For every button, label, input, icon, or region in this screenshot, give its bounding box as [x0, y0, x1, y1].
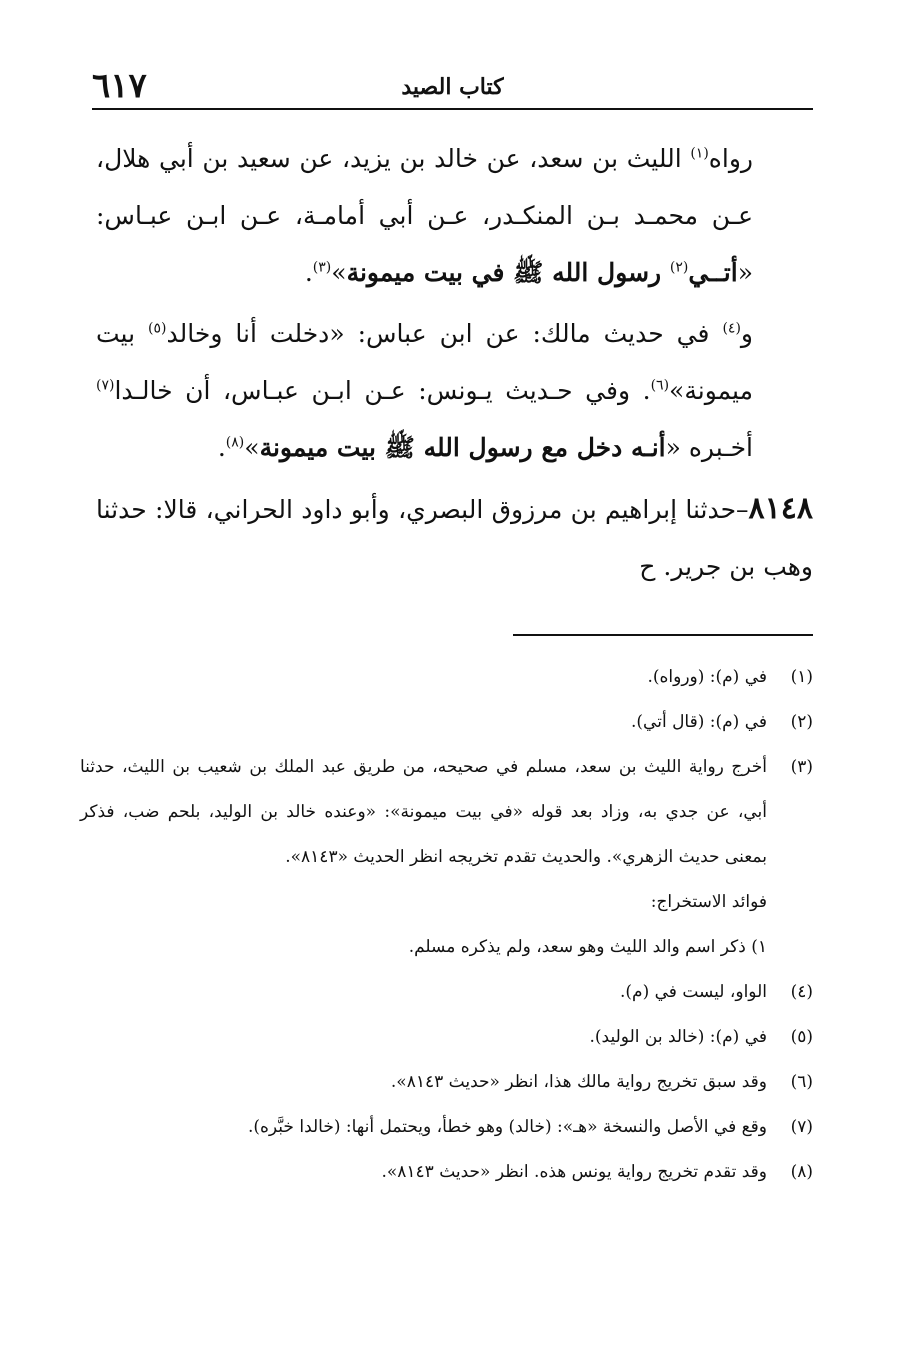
p1-text-2: الليث بن سعد، عن خالد بن يزيد، عن سعيد بن أبي هلال، عـن محمـد بـن المنكـدر، عـن أبي أمامـة، عـن ابـن عبـاس: « — [96, 144, 753, 287]
footnote-5 — [80, 1015, 813, 1060]
footnote-text: في (م): (قال أتي). — [631, 712, 767, 732]
footnote-3-heading: فوائد الاستخراج: — [650, 892, 767, 912]
p2-text-1: و — [740, 319, 753, 348]
footnote-number: (٧) — [790, 1117, 813, 1137]
footnote-1 — [80, 655, 813, 700]
footnote-text: في (م): (ورواه). — [647, 667, 767, 687]
page-number: ٦١٧ — [92, 66, 147, 106]
hadith-number: ٨١٤٨ — [748, 491, 813, 526]
footnote-text: وقع في الأصل والنسخة «هـ»: (خالد) وهو خطأ، ويحتمل أنها: (خالدا خبَّره). — [247, 1117, 767, 1137]
p2-text-7: . — [217, 433, 226, 462]
p1-bold-1: أتــي — [688, 258, 738, 287]
footnote-ref-8: (٨) — [225, 434, 245, 451]
footnote-ref-3: (٣) — [312, 259, 332, 276]
footnote-text: الواو، ليست في (م). — [620, 982, 767, 1002]
footnote-number: (٦) — [790, 1072, 813, 1092]
footnotes — [80, 655, 813, 1195]
p1-text-1: رواه — [708, 144, 753, 173]
p2-text-6: » — [244, 433, 260, 462]
footnote-ref-2: (٢) — [669, 259, 689, 276]
header-rule — [92, 108, 813, 110]
footnote-7 — [80, 1105, 813, 1150]
p2-text-5: أخـبره « — [665, 433, 753, 462]
hadith-text: –حدثنا إبراهيم بن مرزوق البصري، وأبو داود الحراني، قالا: حدثنا وهب بن جرير. ح — [96, 495, 813, 581]
hadith-8148 — [96, 480, 813, 595]
footnote-number: (٣) — [790, 757, 813, 777]
footnote-8 — [80, 1150, 813, 1195]
main-text — [96, 130, 813, 595]
footnote-text: في (م): (خالد بن الوليد). — [589, 1027, 767, 1047]
footnote-2 — [80, 700, 813, 745]
footnote-ref-5: (٥) — [148, 320, 167, 337]
running-title: كتاب الصيد — [401, 74, 504, 100]
p1-bold-2: رسول الله ﷺ في بيت ميمونة — [346, 258, 670, 287]
footnote-text: وقد تقدم تخريج رواية يونس هذه. انظر «حديث ٨١٤٣». — [381, 1162, 767, 1182]
footnote-ref-1: (١) — [690, 145, 709, 162]
footnote-3 — [80, 745, 813, 880]
footnote-separator — [513, 634, 813, 636]
footnote-number: (٤) — [790, 982, 813, 1002]
p1-text-4: . — [304, 258, 313, 287]
footnote-4 — [80, 970, 813, 1015]
p2-text-3: بيت ميمونة» — [96, 319, 753, 405]
footnote-ref-7: (٧) — [96, 377, 115, 394]
p2-text-2: في حديث مالك: عن ابن عباس: «دخلت أنا وخالد — [166, 319, 723, 348]
footnote-ref-4: (٤) — [722, 320, 741, 337]
paragraph-1 — [96, 130, 813, 301]
paragraph-2 — [96, 305, 813, 476]
footnote-3-point: ١) ذكر اسم والد الليث وهو سعد، ولم يذكره مسلم. — [408, 937, 767, 957]
footnote-number: (٥) — [790, 1027, 813, 1047]
footnote-text: أخرج رواية الليث بن سعد، مسلم في صحيحه، من طريق عبد الملك بن شعيب بن الليث، حدثنا أبي، عن جدي به، وزاد بعد قوله «في بيت ميمونة»: «وعنده خالد بن الوليد، بلحم ضب، فذكر بمعنى حديث الزهري». والحديث تقدم تخريجه انظر الحديث «٨١٤٣». — [80, 757, 767, 867]
footnote-text: وقد سبق تخريج رواية مالك هذا، انظر «حديث ٨١٤٣». — [390, 1072, 767, 1092]
footnote-number: (٨) — [790, 1162, 813, 1182]
footnote-ref-6: (٦) — [650, 377, 670, 394]
p1-text-3: » — [331, 258, 347, 287]
footnote-6 — [80, 1060, 813, 1105]
footnote-number: (١) — [790, 667, 813, 687]
p2-text-4: . وفي حـديث يـونس: عـن ابـن عبـاس، أن خالـدا — [114, 376, 651, 405]
footnote-number: (٢) — [790, 712, 813, 732]
page-header — [92, 66, 813, 106]
p2-bold: أنـه دخل مع رسول الله ﷺ بيت ميمونة — [259, 433, 666, 462]
